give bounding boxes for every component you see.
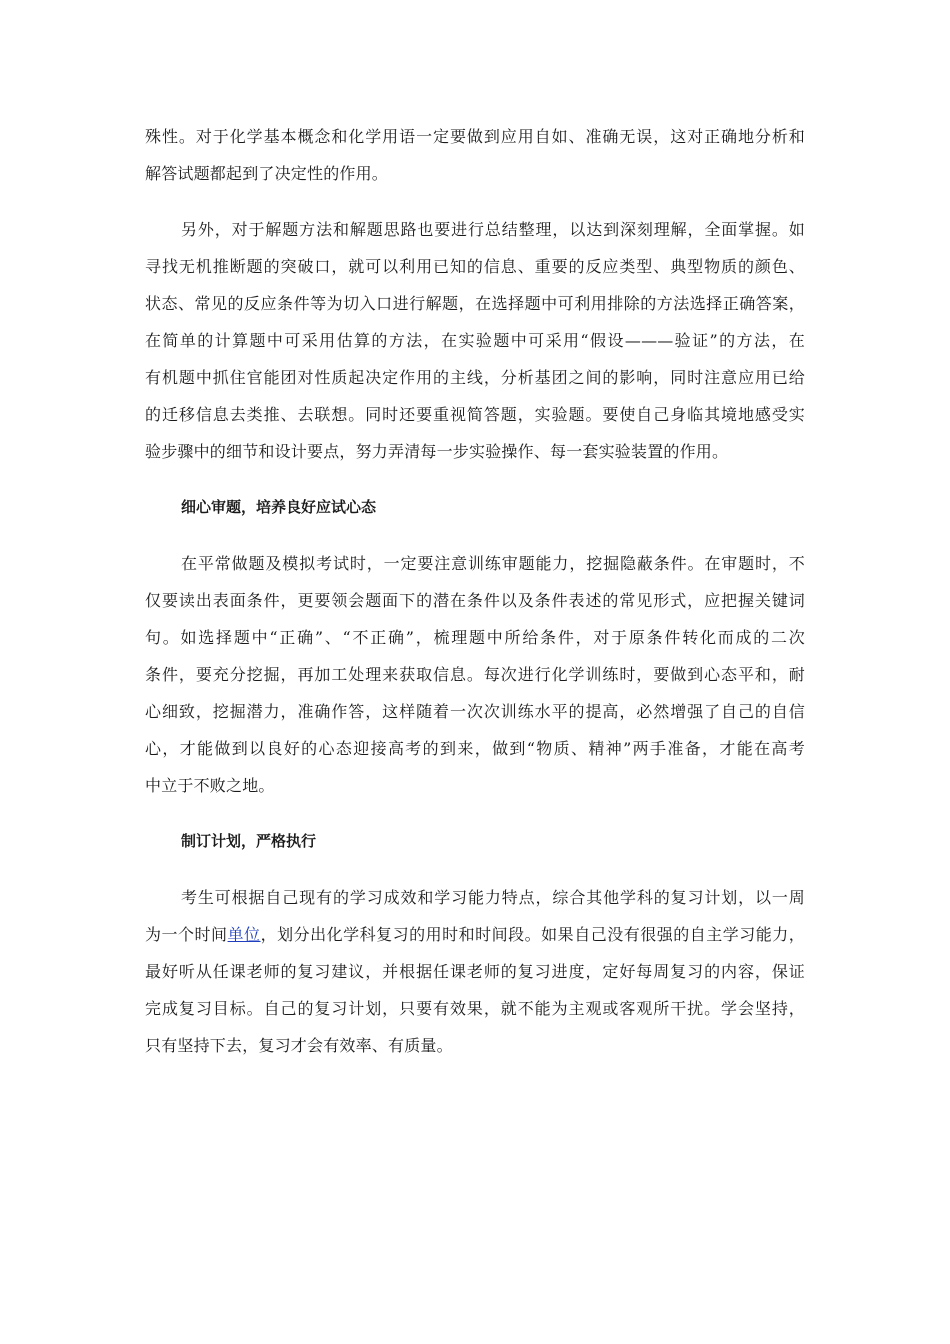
text-line: 仅要读出表面条件，更要领会题面下的潜在条件以及条件表述的常见形式，应把握关键词 bbox=[145, 591, 805, 610]
text-line: 验步骤中的细节和设计要点，努力弄清每一步实验操作、每一套实验装置的作用。 bbox=[145, 442, 729, 461]
text-line: 有机题中抓住官能团对性质起决定作用的主线，分析基团之间的影响，同时注意应用已给 bbox=[145, 368, 805, 387]
text-line: 解答试题都起到了决定性的作用。 bbox=[145, 164, 389, 183]
section-heading-careful-reading: 细心审题，培养良好应试心态 bbox=[181, 498, 377, 516]
text-line: 心细致，挖掘潜力，准确作答，这样随着一次次训练水平的提高，必然增强了自己的自信 bbox=[145, 702, 805, 721]
text-line: 考生可根据自己现有的学习成效和学习能力特点，综合其他学科的复习计划，以一周 bbox=[181, 888, 805, 907]
section-heading-plan: 制订计划，严格执行 bbox=[181, 832, 317, 850]
paragraph-plan bbox=[145, 879, 805, 1064]
text-segment: ，划分出化学科复习的用时和时间段。如果自己没有很强的自主学习能力， bbox=[260, 925, 805, 944]
text-line: 完成复习目标。自己的复习计划，只要有效果，就不能为主观或客观所干扰。学会坚持， bbox=[145, 999, 805, 1018]
document-page bbox=[145, 118, 805, 1083]
paragraph-concepts bbox=[145, 118, 805, 192]
text-line: 只有坚持下去，复习才会有效率、有质量。 bbox=[145, 1036, 453, 1055]
text-line: 在简单的计算题中可采用估算的方法，在实验题中可采用“假设———验证”的方法，在 bbox=[145, 331, 805, 350]
text-line: 最好听从任课老师的复习建议，并根据任课老师的复习进度，定好每周复习的内容，保证 bbox=[145, 962, 805, 981]
text-line: 心，才能做到以良好的心态迎接高考的到来，做到“物质、精神”两手准备，才能在高考 bbox=[145, 739, 805, 758]
text-line: 中立于不败之地。 bbox=[145, 776, 275, 795]
text-line: 句。如选择题中“正确”、“不正确”，梳理题中所给条件，对于原条件转化而成的二次 bbox=[145, 628, 805, 647]
text-line-with-link bbox=[145, 916, 805, 953]
unit-link[interactable]: 单位 bbox=[227, 925, 261, 944]
text-line: 寻找无机推断题的突破口，就可以利用已知的信息、重要的反应类型、典型物质的颜色、 bbox=[145, 257, 805, 276]
paragraph-careful-reading bbox=[145, 545, 805, 804]
text-line: 在平常做题及模拟考试时，一定要注意训练审题能力，挖掘隐蔽条件。在审题时，不 bbox=[181, 554, 805, 573]
text-line: 状态、常见的反应条件等为切入口进行解题，在选择题中可利用排除的方法选择正确答案， bbox=[145, 294, 805, 313]
text-segment: 为一个时间 bbox=[145, 925, 228, 944]
text-line: 的迁移信息去类推、去联想。同时还要重视简答题，实验题。要使自己身临其境地感受实 bbox=[145, 405, 805, 424]
text-line: 殊性。对于化学基本概念和化学用语一定要做到应用自如、准确无误，这对正确地分析和 bbox=[145, 127, 805, 146]
text-line: 另外，对于解题方法和解题思路也要进行总结整理，以达到深刻理解，全面掌握。如 bbox=[181, 220, 805, 239]
text-line: 条件，要充分挖掘，再加工处理来获取信息。每次进行化学训练时，要做到心态平和，耐 bbox=[145, 665, 805, 684]
paragraph-methods bbox=[145, 211, 805, 470]
